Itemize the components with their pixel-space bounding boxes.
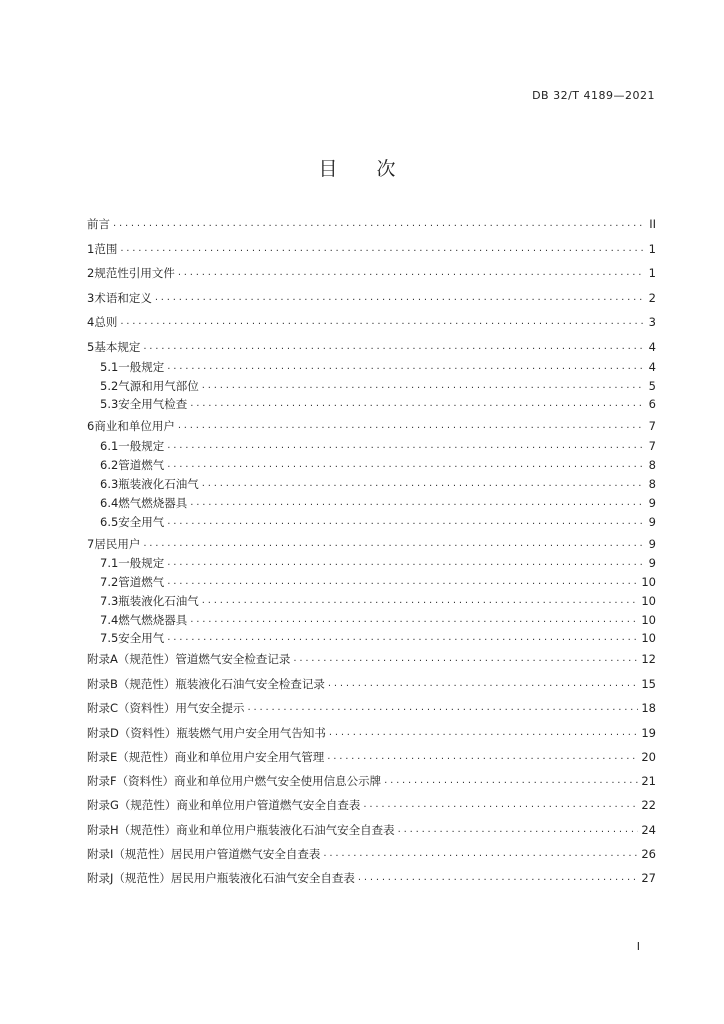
toc-item-number: 附录F（资料性） [87, 774, 175, 788]
toc-item-page: 4 [648, 360, 656, 374]
toc-leader-dots [190, 396, 643, 412]
toc-item-number: 5.1 [100, 360, 119, 374]
toc-section-item[interactable] [87, 216, 656, 232]
toc-item-page: 20 [641, 750, 656, 764]
toc-leader-dots [167, 457, 643, 473]
toc-section-item[interactable] [87, 290, 656, 306]
toc-item-number: 5.3 [100, 397, 119, 411]
toc-leader-dots [384, 773, 638, 789]
toc-item-page: 21 [641, 774, 656, 788]
toc-item-page: 6 [648, 397, 656, 411]
toc-leader-dots [202, 476, 643, 492]
toc-item-page: 27 [641, 871, 656, 885]
toc-item-title: 瓶装液化石油气安全检查记录 [175, 677, 325, 691]
toc-item-page: 9 [648, 556, 656, 570]
toc-leader-dots [167, 630, 638, 646]
page-title: 目 次 [318, 158, 406, 180]
toc-section-item[interactable] [87, 314, 656, 330]
toc-appendix-item[interactable] [87, 822, 656, 838]
toc-item-title: 管道燃气 [118, 458, 165, 472]
toc-item-title: 居民用户管道燃气安全自查表 [170, 847, 321, 861]
toc-item-page: 18 [641, 701, 656, 715]
toc-item-number: 7.3 [100, 594, 119, 608]
toc-item-title: 居民用户瓶装液化石油气安全自查表 [170, 871, 355, 885]
toc-item-title: 商业和单位用户 [94, 419, 175, 433]
toc-item-page: II [649, 217, 656, 231]
toc-appendix-item[interactable] [87, 700, 656, 716]
toc-item-title: 瓶装液化石油气 [118, 594, 199, 608]
toc-item-title: 瓶装燃气用户安全用气告知书 [176, 726, 326, 740]
toc-leader-dots [327, 749, 638, 765]
toc-section-item[interactable] [87, 536, 656, 552]
toc-item-number: 6 [87, 419, 95, 433]
toc-item-number: 附录A（规范性） [87, 652, 176, 666]
toc-item-number: 附录E（规范性） [87, 750, 175, 764]
toc-item-title: 用气安全提示 [175, 701, 245, 715]
toc-item-title: 安全用气检查 [118, 397, 188, 411]
toc-leader-dots [398, 822, 639, 838]
toc-item-page: 15 [641, 677, 656, 691]
toc-item-title: 瓶装液化石油气 [118, 477, 199, 491]
toc-leader-dots [328, 676, 638, 692]
toc-item-title: 一般规定 [118, 360, 165, 374]
toc-appendix-item[interactable] [87, 651, 656, 667]
toc-item-number: 7.4 [100, 613, 119, 627]
toc-item-title: 基本规定 [94, 340, 141, 354]
page-number: I [636, 940, 640, 953]
toc-item-page: 26 [641, 847, 656, 861]
toc-leader-dots [167, 574, 638, 590]
toc-section-item[interactable] [87, 241, 656, 257]
toc-item-page: 1 [648, 242, 656, 256]
toc-leader-dots [363, 797, 638, 813]
toc-leader-dots [167, 359, 643, 375]
toc-item-page: 7 [648, 419, 656, 433]
toc-appendix-item[interactable] [87, 797, 656, 813]
toc-subsection-item[interactable] [100, 476, 656, 492]
toc-item-number: 7 [87, 537, 95, 551]
toc-item-title: 燃气燃烧器具 [118, 613, 188, 627]
toc-item-title: 前言 [87, 217, 110, 231]
toc-item-page: 10 [641, 631, 656, 645]
toc-item-title: 商业和单位用户瓶装液化石油气安全自查表 [176, 823, 395, 837]
toc-leader-dots [143, 536, 643, 552]
toc-item-title: 一般规定 [118, 439, 165, 453]
toc-item-number: 5 [87, 340, 95, 354]
toc-item-page: 3 [648, 315, 656, 329]
toc-item-title: 一般规定 [118, 556, 165, 570]
toc-leader-dots [178, 265, 643, 281]
toc-leader-dots [120, 314, 643, 330]
toc-subsection-item[interactable] [100, 495, 656, 511]
toc-leader-dots [190, 612, 638, 628]
toc-item-title: 安全用气 [118, 515, 165, 529]
toc-item-title: 总则 [94, 315, 118, 329]
toc-item-number: 5.2 [100, 379, 119, 393]
toc-item-title: 范围 [94, 242, 118, 256]
toc-item-page: 8 [648, 458, 656, 472]
toc-item-number: 7.5 [100, 631, 119, 645]
toc-item-title: 规范性引用文件 [94, 266, 175, 280]
toc-item-page: 2 [648, 291, 656, 305]
toc-item-title: 管道燃气 [118, 575, 165, 589]
toc-item-title: 术语和定义 [94, 291, 152, 305]
toc-subsection-item[interactable] [100, 612, 656, 628]
toc-section-item[interactable] [87, 265, 656, 281]
toc-item-page: 9 [648, 537, 656, 551]
toc-item-title: 商业和单位用户管道燃气安全自查表 [176, 798, 361, 812]
toc-item-page: 8 [648, 477, 656, 491]
toc-item-number: 4 [87, 315, 95, 329]
toc-item-number: 附录B（规范性） [87, 677, 176, 691]
toc-item-title: 气源和用气部位 [118, 379, 199, 393]
toc-leader-dots [167, 438, 643, 454]
toc-item-number: 附录H（规范性） [87, 823, 177, 837]
toc-item-title: 居民用户 [94, 537, 141, 551]
toc-leader-dots [113, 216, 643, 232]
toc-item-page: 10 [641, 594, 656, 608]
toc-item-number: 7.2 [100, 575, 119, 589]
toc-item-number: 附录C（资料性） [87, 701, 176, 715]
toc-item-number: 6.4 [100, 496, 119, 510]
toc-item-page: 19 [641, 726, 656, 740]
toc-leader-dots [155, 290, 643, 306]
toc-leader-dots [178, 418, 643, 434]
toc-item-number: 3 [87, 291, 95, 305]
toc-item-number: 附录D（资料性） [87, 726, 177, 740]
toc-item-number: 附录I（规范性） [87, 847, 171, 861]
toc-item-page: 9 [648, 496, 656, 510]
toc-leader-dots [202, 593, 639, 609]
toc-item-page: 4 [648, 340, 656, 354]
toc-leader-dots [143, 339, 643, 355]
toc-leader-dots [248, 700, 639, 716]
toc-item-page: 10 [641, 613, 656, 627]
toc-subsection-item[interactable] [100, 593, 656, 609]
toc-subsection-item[interactable] [100, 359, 656, 375]
toc-leader-dots [167, 514, 643, 530]
toc-item-page: 5 [648, 379, 656, 393]
toc-leader-dots [202, 378, 643, 394]
standard-code: DB 32/T 4189—2021 [532, 89, 655, 102]
toc-leader-dots [167, 555, 643, 571]
toc-item-page: 24 [641, 823, 656, 837]
toc-item-number: 2 [87, 266, 95, 280]
toc-leader-dots [190, 495, 643, 511]
toc-item-number: 附录G（规范性） [87, 798, 177, 812]
toc-item-page: 22 [641, 798, 656, 812]
toc-appendix-item[interactable] [87, 870, 656, 886]
toc-item-title: 商业和单位用户燃气安全使用信息公示牌 [174, 774, 382, 788]
toc-item-number: 附录J（规范性） [87, 871, 171, 885]
toc-item-title: 安全用气 [118, 631, 165, 645]
toc-item-page: 7 [648, 439, 656, 453]
toc-appendix-item[interactable] [87, 725, 656, 741]
toc-item-number: 7.1 [100, 556, 119, 570]
toc-item-page: 9 [648, 515, 656, 529]
toc-item-number: 6.2 [100, 458, 119, 472]
toc-appendix-item[interactable] [87, 676, 656, 692]
toc-subsection-item[interactable] [100, 574, 656, 590]
toc-item-title: 管道燃气安全检查记录 [175, 652, 291, 666]
toc-leader-dots [323, 846, 638, 862]
toc-item-number: 6.1 [100, 439, 119, 453]
toc-leader-dots [120, 241, 643, 257]
toc-item-number: 6.3 [100, 477, 119, 491]
toc-item-title: 燃气燃烧器具 [118, 496, 188, 510]
toc-item-page: 12 [641, 652, 656, 666]
toc-subsection-item[interactable] [100, 378, 656, 394]
toc-subsection-item[interactable] [100, 438, 656, 454]
toc-leader-dots [329, 725, 639, 741]
toc-item-page: 10 [641, 575, 656, 589]
toc-subsection-item[interactable] [100, 630, 656, 646]
toc-subsection-item[interactable] [100, 555, 656, 571]
toc-item-number: 1 [87, 242, 95, 256]
toc-item-page: 1 [648, 266, 656, 280]
toc-subsection-item[interactable] [100, 457, 656, 473]
toc-section-item[interactable] [87, 418, 656, 434]
toc-item-number: 6.5 [100, 515, 119, 529]
toc-appendix-item[interactable] [87, 773, 656, 789]
toc-subsection-item[interactable] [100, 514, 656, 530]
toc-subsection-item[interactable] [100, 396, 656, 412]
toc-appendix-item[interactable] [87, 749, 656, 765]
toc-section-item[interactable] [87, 339, 656, 355]
toc-leader-dots [293, 651, 638, 667]
toc-appendix-item[interactable] [87, 846, 656, 862]
toc-leader-dots [358, 870, 638, 886]
toc-item-title: 商业和单位用户安全用气管理 [174, 750, 325, 764]
